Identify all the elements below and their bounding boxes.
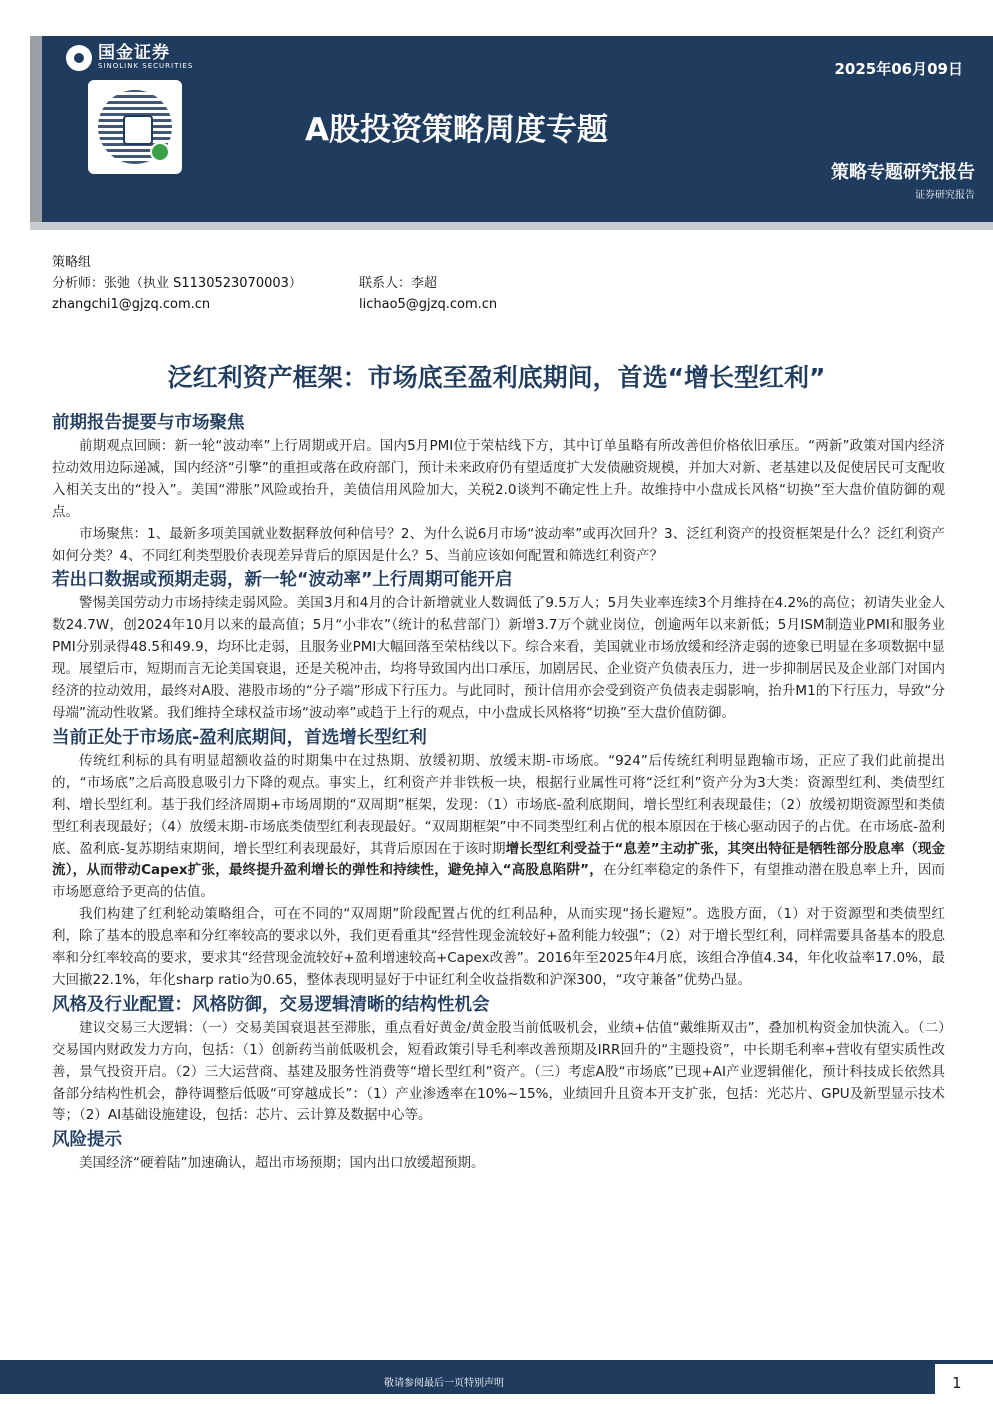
page-number: 1	[952, 1374, 962, 1392]
qr-center-logo	[123, 115, 153, 145]
report-headline: 泛红利资产框架：市场底至盈利底期间，首选“增长型红利”	[167, 363, 826, 392]
paragraph: 市场聚焦：1、最新多项美国就业数据释放何种信号？2、为什么说6月市场“波动率”或再次回升？3、泛红利资产的投资框架是什么？泛红利资产如何分类？4、不同红利类型股价表现差异背后的原因是什么？5、当前应该如何配置和筛选红利资产？	[52, 525, 945, 564]
logo-mark-icon	[66, 45, 92, 71]
banner-shadow	[30, 36, 42, 230]
banner-bottom-strip	[30, 222, 993, 230]
report-body	[52, 410, 945, 1175]
logo-en: SINOLINK SECURITIES	[98, 62, 194, 70]
team-name: 策略组	[52, 255, 92, 270]
report-date: 2025年06月09日	[834, 60, 963, 78]
company-logo	[66, 44, 193, 71]
paragraph: 建议交易三大逻辑：（一）交易美国衰退甚至滞胀，重点看好黄金/黄金股当前低吸机会，业绩+估值“戴维斯双击”，叠加机构资金加快流入。（二）交易国内财政发力方向，包括：（1）创新药当前低吸机会，短看政策引导毛利率改善预期及IRR回升的“主题投资”，中长期毛利率+营收有望实质性改善，景气投资开启。（2）三大运营商、基建及服务性消费等“增长型红利”资产。（三）考虑A股“市场底”已现+AI产业逻辑催化，预计科技成长依然具备部分结构性机会，静待调整后低吸“可穿越成长”：（1）产业渗透率在10%~15%，业绩回升且资本开支扩张，包括：光芯片、GPU及新型显示技术等；（2）AI基础设施建设，包括：芯片、云计算及数据中心等。	[52, 1019, 945, 1124]
section-heading: 风格及行业配置：风格防御，交易逻辑清晰的结构性机会	[52, 994, 490, 1015]
bold-emphasis: 增长型红利受益于“息差”主动扩张，其突出特征是牺牲部分股息率（现金流），从而带动Capex扩张，最终提升盈利增长的弹性和持续性，避免掉入“高股息陷阱”，	[52, 840, 945, 879]
report-title: A股投资策略周度专题	[305, 112, 608, 148]
paragraph-text: 传统红利标的具有明显超额收益的时期集中在过热期、放缓初期、放缓末期-市场底。“924”后传统红利明显跑输市场，正应了我们此前提出的，“市场底”之后高股息吸引力下降的观点。事实上，红利资产并非铁板一块，根据行业属性可将“泛红利”资产分为3大类：资源型红利、类债型红利、增长型红利。基于我们经济周期+市场周期的“双周期”框架，发现：（1）市场底-盈利底期间，增长型红利表现最佳；（2）放缓初期资源型和类债型红利表现最好；（4）放缓末期-市场底类债型红利表现最好。“双周期框架”中不同类型红利占优的根本原因在于核心驱动因子的占优。在市场底-盈利底、盈利底-复苏期结束期间，增长型红利表现最好，其背后原因在于该时期	[52, 752, 945, 857]
section-heading: 若出口数据或预期走弱，新一轮“波动率”上行周期可能开启	[52, 570, 513, 591]
report-subtype: 证券研究报告	[915, 190, 975, 201]
paragraph: 美国经济“硬着陆”加速确认，超出市场预期；国内出口放缓超预期。	[79, 1155, 485, 1172]
analyst-email[interactable]: zhangchi1@gjzq.com.cn	[52, 297, 211, 312]
analyst-name: 分析师：张弛（执业 S1130523070003）	[52, 276, 302, 291]
disclaimer-note: 敬请参阅最后一页特别声明	[384, 1378, 504, 1389]
section-heading: 前期报告提要与市场聚焦	[52, 413, 245, 433]
paragraph: 前期观点回顾：新一轮“波动率”上行周期或开启。国内5月PMI位于荣枯线下方，其中订单虽略有所改善但价格依旧承压。“两新”政策对国内经济拉动效用边际递减，国内经济“引擎”的重担或落在政府部门，预计未来政府仍有望适度扩大发债融资规模，并加大对新、老基建以及促使居民可支配收入相关支出的“投入”。美国“滞胀”风险或抬升，美债信用风险加大，关税2.0谈判不确定性上升。故维持中小盘成长风格“切换”至大盘价值防御的观点。	[52, 438, 945, 520]
paragraph: 我们构建了红利轮动策略组合，可在不同的“双周期”阶段配置占优的红利品种，从而实现“扬长避短”。选股方面，（1）对于资源型和类债型红利，除了基本的股息率和分红率较高的要求以外，我们更看重其“经营性现金流较好+盈利能力较强”；（2）对于增长型红利，同样需要具备基本的股息率和分红率较高的要求，要求其“经营现金流较好+盈利增速较高+Capex改善”。2016年至2025年4月底，该组合净值4.34，年化收益率17.0%，最大回撤22.1%，年化sharp ratio为0.65，整体表现明显好于中证红利全收益指数和沪深300，“攻守兼备”优势凸显。	[52, 906, 945, 988]
page-number-box	[935, 1364, 993, 1404]
contact-email[interactable]: lichao5@gjzq.com.cn	[359, 297, 498, 312]
report-type: 策略专题研究报告	[831, 162, 975, 183]
section-heading: 风险提示	[52, 1130, 122, 1151]
wechat-icon	[150, 142, 170, 162]
paragraph	[52, 751, 945, 904]
logo-cn: 国金证券	[98, 43, 170, 63]
section-heading: 当前正处于市场底-盈利底期间，首选增长型红利	[52, 727, 427, 748]
paragraph: 警惕美国劳动力市场持续走弱风险。美国3月和4月的合计新增就业人数调低了9.5万人；5月失业率连续3个月维持在4.2%的高位；初请失业金人数24.7W，创2024年10月以来的最高值；5月“小非农”（统计的私营部门）新增3.7万个就业岗位，创逾两年以来新低；5月ISM制造业PMI和服务业PMI分别录得48.5和49.9，均环比走弱，且服务业PMI大幅回落至荣枯线以下。综合来看，美国就业市场放缓和经济走弱的迹象已明显在多项数据中显现。展望后市，短期而言无论美国衰退，还是关税冲击，均将导致国内出口承压，加剧居民、企业资产负债表压力，进一步抑制居民及企业部门对国内经济的拉动效用，最终对A股、港股市场的“分子端”形成下行压力。与此同时，预计信用亦会受到资产负债表走弱影响，抬升M1的下行压力，导致“分母端”流动性收紧。我们维持全球权益市场“波动率”或趋于上行的观点，中小盘成长风格将“切换”至大盘价值防御。	[52, 595, 945, 721]
qr-code	[88, 80, 182, 174]
analyst-block	[52, 252, 497, 315]
contact-name: 联系人：李超	[359, 276, 438, 291]
paragraph-text: 在分红率稳定的条件下，有望推动潜在股息率上升，因而市场愿意给予更高的估值。	[52, 862, 946, 901]
